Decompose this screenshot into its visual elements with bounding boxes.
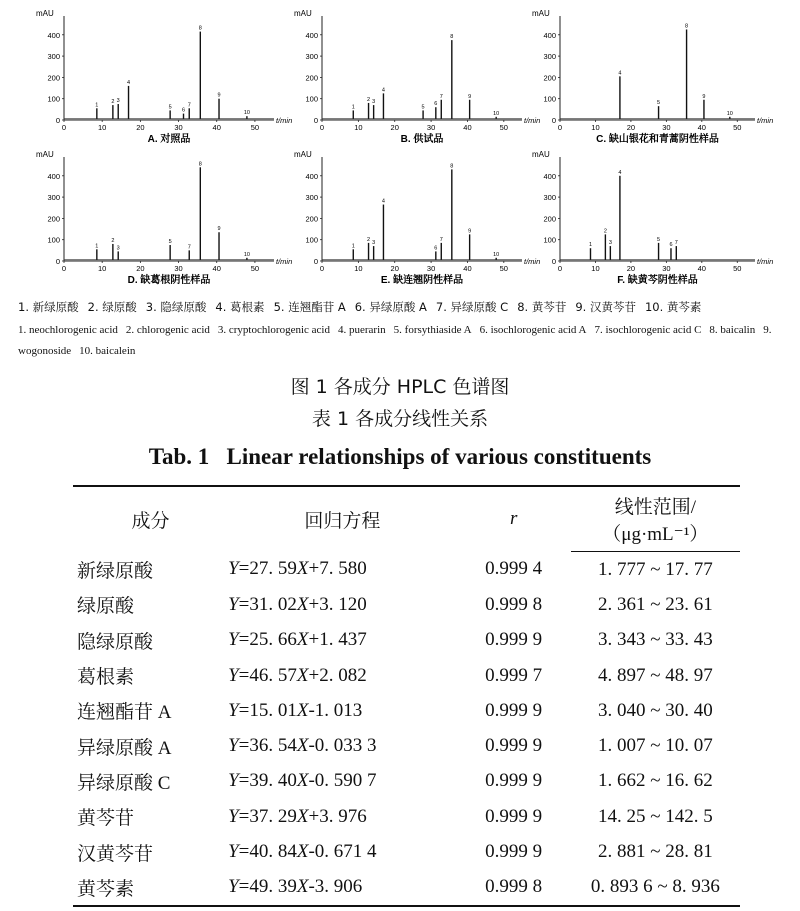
x-tick-label: 0 — [319, 123, 325, 132]
y-tick-label: 300 — [543, 52, 556, 62]
y-unit-label: mAU — [294, 150, 312, 159]
legend-en-item: 1. neochlorogenic acid — [18, 324, 118, 336]
panel-label: A. 对照品 — [147, 134, 191, 145]
equation-variable: Y — [228, 664, 239, 686]
legend-cn-item: 6. 异绿原酸 A — [354, 300, 427, 314]
cell-equation — [224, 693, 457, 728]
panel-label: B. 供试品 — [400, 134, 444, 145]
cell-r: 0.999 9 — [485, 699, 543, 721]
legend-en-item: 4. puerarin — [338, 324, 386, 336]
cell-equation — [224, 870, 457, 906]
equation-variable: Y — [228, 735, 239, 757]
peak-label: 4 — [618, 169, 622, 176]
equation-variable: Y — [228, 876, 239, 898]
cell-equation — [224, 623, 457, 658]
cell-component: 汉黄芩苷 — [77, 843, 154, 865]
x-tick-label: 20 — [390, 123, 399, 132]
cell-component: 异绿原酸 C — [77, 772, 171, 794]
legend-cn-item: 10. 黄芩素 — [644, 300, 702, 314]
header-equation: 回归方程 — [224, 486, 457, 552]
y-tick-label: 400 — [543, 30, 556, 40]
equation-variable: Y — [228, 558, 239, 580]
header-range-line1: 线性范围/ — [571, 486, 740, 519]
table-row — [73, 587, 740, 622]
table-row — [73, 799, 740, 834]
y-unit-label: mAU — [532, 9, 550, 18]
peak-label: 7 — [674, 240, 678, 247]
y-tick-label: 200 — [543, 214, 556, 224]
equation-rhs: =36. 54X-0. 033 3 — [238, 735, 377, 757]
peak-label: 10 — [243, 251, 250, 258]
y-tick-label: 300 — [543, 193, 556, 203]
equation-rhs: =31. 02X+3. 120 — [238, 593, 367, 615]
equation-variable: Y — [228, 629, 239, 651]
peak-label: 8 — [450, 163, 454, 170]
peak-label: 2 — [111, 237, 115, 244]
cell-equation — [224, 764, 457, 799]
cell-range: 3. 040 ~ 30. 40 — [597, 699, 713, 721]
cell-equation — [224, 552, 457, 588]
peak-label: 2 — [367, 96, 371, 103]
panel-label: F. 缺黄芩阴性样品 — [617, 275, 698, 286]
x-tick-label: 20 — [136, 264, 145, 273]
y-tick-label: 100 — [305, 94, 318, 104]
peak-label: 5 — [168, 239, 172, 246]
x-tick-label: 10 — [591, 264, 600, 273]
y-tick-label: 200 — [543, 73, 556, 83]
x-tick-label: 10 — [98, 123, 107, 132]
x-tick-label: 10 — [354, 264, 363, 273]
y-tick-label: 0 — [313, 257, 318, 266]
x-tick-label: 0 — [61, 123, 67, 132]
peak-label: 4 — [381, 87, 385, 94]
legend-en-item: 3. cryptochlorogenic acid — [217, 324, 330, 336]
table-row — [73, 693, 740, 728]
y-tick-label: 0 — [55, 257, 60, 266]
y-tick-label: 200 — [47, 73, 60, 83]
y-tick-label: 100 — [543, 235, 556, 245]
y-unit-label: mAU — [36, 150, 54, 159]
cell-equation — [224, 799, 457, 834]
table-row — [73, 658, 740, 693]
x-tick-label: 20 — [390, 264, 399, 273]
cell-range: 2. 361 ~ 23. 61 — [597, 593, 713, 615]
peak-label: 10 — [726, 110, 733, 117]
table-row — [73, 623, 740, 658]
y-tick-label: 300 — [47, 52, 60, 62]
legend-cn-item: 4. 葛根素 — [215, 300, 265, 314]
peak-label: 9 — [468, 93, 472, 100]
peak-label: 8 — [450, 34, 454, 41]
table-row — [73, 834, 740, 869]
panel-label: C. 缺山银花和青蒿阴性样品 — [596, 134, 719, 145]
cell-r: 0.999 4 — [485, 558, 543, 580]
linear-relationship-table — [73, 485, 740, 907]
x-tick-label: 40 — [212, 123, 221, 132]
peak-label: 6 — [434, 245, 438, 252]
equation-rhs: =37. 29X+3. 976 — [238, 805, 367, 827]
peak-label: 1 — [588, 242, 593, 249]
equation-rhs: =25. 66X+1. 437 — [238, 629, 367, 651]
y-unit-label: mAU — [532, 150, 550, 159]
header-range-line2: （μg·mL⁻¹） — [571, 519, 740, 552]
legend-en-item: 5. forsythiaside A — [393, 324, 472, 336]
equation-rhs: =40. 84X-0. 671 4 — [238, 841, 377, 863]
cell-range: 1. 777 ~ 17. 77 — [597, 558, 713, 580]
peak-label: 5 — [657, 236, 661, 243]
peak-label: 7 — [439, 93, 443, 100]
legend-cn-item: 7. 异绿原酸 C — [435, 300, 509, 314]
peak-label: 7 — [439, 236, 443, 243]
legend-en-item: 6. isochlorogenic acid A — [479, 324, 587, 336]
cell-range: 1. 662 ~ 16. 62 — [597, 770, 713, 792]
cell-component: 绿原酸 — [77, 596, 135, 618]
peak-label: 7 — [187, 102, 191, 109]
cell-equation — [224, 658, 457, 693]
peak-label: 3 — [608, 240, 612, 247]
x-unit-label: t/min — [276, 257, 293, 266]
x-tick-label: 20 — [136, 123, 145, 132]
cell-equation — [224, 834, 457, 869]
x-tick-label: 10 — [354, 123, 363, 132]
y-unit-label: mAU — [36, 9, 54, 18]
peak-label: 1 — [351, 243, 355, 250]
cell-range: 3. 343 ~ 33. 43 — [597, 629, 713, 651]
legend-en-item: 2. chlorogenic acid — [125, 324, 210, 336]
cell-r: 0.999 9 — [485, 629, 543, 651]
peak-label: 2 — [603, 228, 607, 235]
equation-variable: Y — [228, 593, 239, 615]
y-tick-label: 400 — [47, 171, 60, 181]
x-tick-label: 50 — [499, 264, 508, 273]
x-tick-label: 30 — [174, 264, 183, 273]
x-tick-label: 20 — [626, 264, 636, 273]
x-tick-label: 30 — [426, 264, 436, 273]
peak-label: 10 — [493, 110, 500, 117]
cell-component: 葛根素 — [77, 667, 135, 689]
peak-legend-chinese — [18, 298, 793, 316]
x-tick-label: 50 — [733, 264, 742, 273]
x-unit-label: t/min — [757, 257, 774, 266]
cell-r: 0.999 7 — [485, 664, 543, 686]
equation-variable: Y — [228, 805, 239, 827]
x-unit-label: t/min — [276, 116, 293, 125]
cell-equation — [224, 728, 457, 763]
peak-label: 1 — [95, 102, 99, 109]
peak-label: 5 — [657, 100, 661, 107]
y-tick-label: 0 — [551, 257, 556, 266]
y-tick-label: 300 — [47, 193, 60, 203]
peak-label: 2 — [367, 236, 371, 243]
hplc-chromatogram-figure — [0, 0, 800, 300]
x-tick-label: 40 — [463, 123, 472, 132]
y-tick-label: 100 — [305, 235, 318, 245]
table-row — [73, 728, 740, 763]
x-tick-label: 0 — [319, 264, 325, 273]
peak-label: 8 — [685, 23, 689, 30]
peak-label: 9 — [468, 228, 472, 235]
legend-cn-item: 2. 绿原酸 — [87, 300, 137, 314]
x-unit-label: t/min — [757, 116, 774, 125]
x-tick-label: 50 — [733, 123, 742, 132]
legend-en-item: 10. baicalein — [79, 345, 136, 357]
cell-r: 0.999 8 — [485, 593, 543, 615]
table-row — [73, 870, 740, 906]
y-tick-label: 300 — [305, 193, 318, 203]
cell-component: 连翘酯苷 A — [77, 702, 172, 724]
x-tick-label: 10 — [98, 264, 107, 273]
cell-range: 1. 007 ~ 10. 07 — [597, 735, 713, 757]
peak-label: 8 — [198, 25, 202, 32]
cell-component: 异绿原酸 A — [77, 737, 172, 759]
peak-label: 3 — [372, 240, 376, 247]
y-tick-label: 400 — [47, 30, 60, 40]
peak-label: 9 — [702, 93, 706, 100]
x-tick-label: 40 — [697, 264, 706, 273]
peak-label: 5 — [421, 104, 425, 111]
peak-legend-english — [18, 320, 788, 362]
y-tick-label: 400 — [543, 171, 556, 181]
y-tick-label: 200 — [305, 214, 318, 224]
header-component: 成分 — [73, 486, 224, 552]
cell-component: 隐绿原酸 — [77, 631, 154, 653]
peak-label: 4 — [618, 70, 622, 77]
peak-label: 9 — [217, 92, 221, 99]
peak-label: 5 — [168, 104, 172, 111]
peak-label: 2 — [111, 99, 115, 106]
table-row — [73, 764, 740, 799]
header-r: r — [457, 486, 571, 552]
equation-variable: Y — [228, 770, 239, 792]
legend-cn-item: 5. 连翘酯苷 A — [273, 300, 346, 314]
y-tick-label: 100 — [543, 94, 556, 104]
table-caption-english: Tab. 1 Linear relationships of various constituents — [148, 444, 652, 469]
x-tick-label: 30 — [662, 123, 671, 132]
peak-label: 8 — [198, 161, 202, 168]
x-tick-label: 20 — [626, 123, 636, 132]
peak-label: 1 — [351, 104, 355, 111]
peak-label: 10 — [493, 251, 500, 258]
legend-en-item: 8. baicalin — [709, 324, 756, 336]
legend-cn-item: 8. 黄芩苷 — [517, 300, 567, 314]
peak-label: 7 — [187, 244, 191, 251]
peak-label: 9 — [217, 226, 221, 233]
peak-label: 3 — [372, 99, 376, 106]
peak-label: 6 — [434, 101, 438, 108]
equation-rhs: =27. 59X+7. 580 — [238, 558, 367, 580]
peak-label: 6 — [669, 242, 673, 249]
panel-label: D. 缺葛根阴性样品 — [127, 275, 211, 286]
equation-rhs: =39. 40X-0. 590 7 — [238, 770, 377, 792]
cell-component: 新绿原酸 — [77, 560, 154, 582]
peak-label: 10 — [243, 110, 250, 117]
y-tick-label: 300 — [305, 52, 318, 62]
equation-rhs: =15. 01X-1. 013 — [238, 699, 363, 721]
legend-en-item: 7. isochlorogenic acid C — [594, 324, 702, 336]
y-tick-label: 100 — [47, 235, 60, 245]
peak-label: 1 — [95, 243, 99, 250]
x-tick-label: 0 — [557, 123, 563, 132]
x-tick-label: 40 — [463, 264, 472, 273]
x-tick-label: 40 — [697, 123, 706, 132]
equation-rhs: =46. 57X+2. 082 — [238, 664, 367, 686]
y-tick-label: 100 — [47, 94, 60, 104]
peak-label: 3 — [116, 98, 120, 105]
y-tick-label: 400 — [305, 30, 318, 40]
cell-component: 黄芩苷 — [77, 808, 135, 830]
table-caption-chinese: 表 1 各成分线性关系 — [311, 408, 489, 430]
table-row — [73, 552, 740, 588]
peak-label: 3 — [116, 245, 120, 252]
x-tick-label: 30 — [174, 123, 183, 132]
cell-range: 4. 897 ~ 48. 97 — [597, 664, 713, 686]
legend-en-item: 9. wogonoside — [18, 324, 772, 357]
equation-variable: Y — [228, 699, 239, 721]
x-unit-label: t/min — [524, 257, 541, 266]
cell-equation — [224, 587, 457, 622]
cell-range: 14. 25 ~ 142. 5 — [597, 805, 713, 827]
x-tick-label: 50 — [250, 123, 260, 132]
x-tick-label: 10 — [591, 123, 600, 132]
cell-r: 0.999 9 — [485, 735, 543, 757]
x-tick-label: 30 — [662, 264, 671, 273]
x-tick-label: 30 — [426, 123, 436, 132]
y-tick-label: 0 — [55, 116, 60, 125]
cell-range: 0. 893 6 ~ 8. 936 — [571, 870, 740, 906]
y-tick-label: 400 — [305, 171, 318, 181]
cell-r: 0.999 9 — [485, 770, 543, 792]
x-tick-label: 40 — [212, 264, 221, 273]
equation-variable: Y — [228, 841, 239, 863]
peak-label: 4 — [126, 79, 131, 86]
cell-r: 0.999 9 — [485, 841, 543, 863]
legend-cn-item: 9. 汉黄芩苷 — [575, 300, 636, 314]
panel-label: E. 缺连翘阴性样品 — [380, 275, 464, 286]
x-tick-label: 0 — [557, 264, 563, 273]
equation-rhs: =49. 39X-3. 906 — [238, 876, 363, 898]
cell-range: 2. 881 ~ 28. 81 — [597, 841, 713, 863]
y-unit-label: mAU — [294, 9, 312, 18]
y-tick-label: 200 — [47, 214, 60, 224]
legend-cn-item: 1. 新绿原酸 — [18, 300, 79, 314]
cell-component: 黄芩素 — [73, 870, 224, 906]
figure-caption: 图 1 各成分 HPLC 色谱图 — [290, 376, 510, 398]
y-tick-label: 200 — [305, 73, 318, 83]
x-tick-label: 50 — [499, 123, 508, 132]
x-unit-label: t/min — [524, 116, 541, 125]
peak-label: 4 — [381, 198, 385, 205]
peak-label: 6 — [181, 107, 186, 114]
y-tick-label: 0 — [313, 116, 318, 125]
x-tick-label: 50 — [250, 264, 260, 273]
cell-r: 0.999 8 — [457, 870, 571, 906]
x-tick-label: 0 — [61, 264, 67, 273]
y-tick-label: 0 — [551, 116, 556, 125]
cell-r: 0.999 9 — [485, 805, 543, 827]
legend-cn-item: 3. 隐绿原酸 — [145, 300, 207, 314]
